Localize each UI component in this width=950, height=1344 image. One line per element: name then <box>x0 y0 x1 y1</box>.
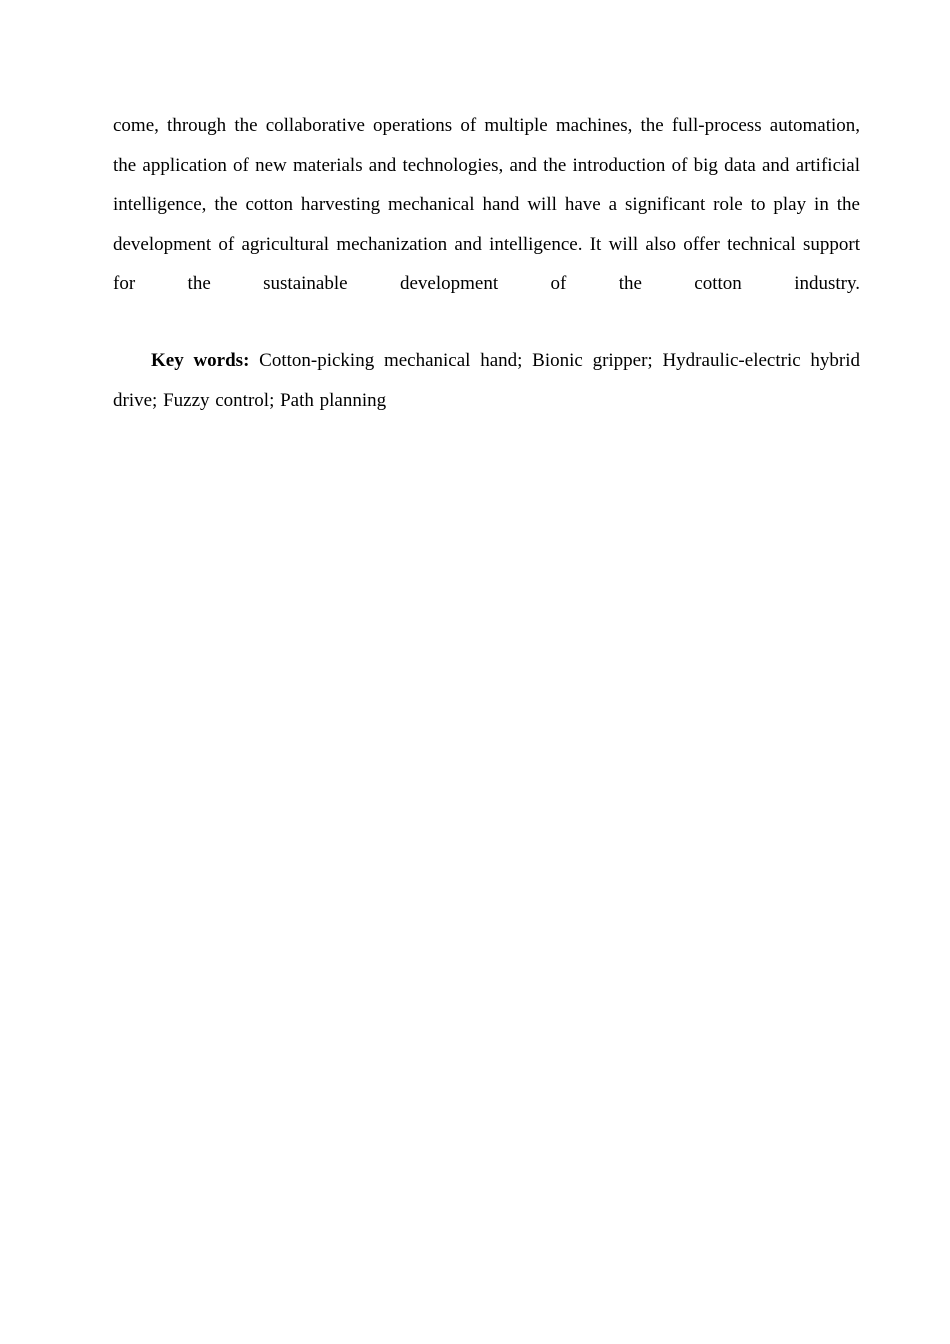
abstract-continuation-paragraph: come, through the collaborative operations of multiple machines, the full-process automation, the application of new materials and technologies, and the introduction of big data and artificial intelligence, the cotton harvesting mechanical hand will have a significant role to play in the development of agricultural mechanization and intelligence. It will also offer technical support for the sustainable development of the cotton industry. <box>113 115 860 295</box>
keywords-text: Cotton-picking mechanical hand; Bionic gripper; Hydraulic-electric hybrid drive; Fuzzy control; Path planning <box>113 349 861 411</box>
abstract-section <box>113 106 860 420</box>
keywords-label: Key words: <box>151 349 250 371</box>
keywords-paragraph <box>113 341 860 420</box>
